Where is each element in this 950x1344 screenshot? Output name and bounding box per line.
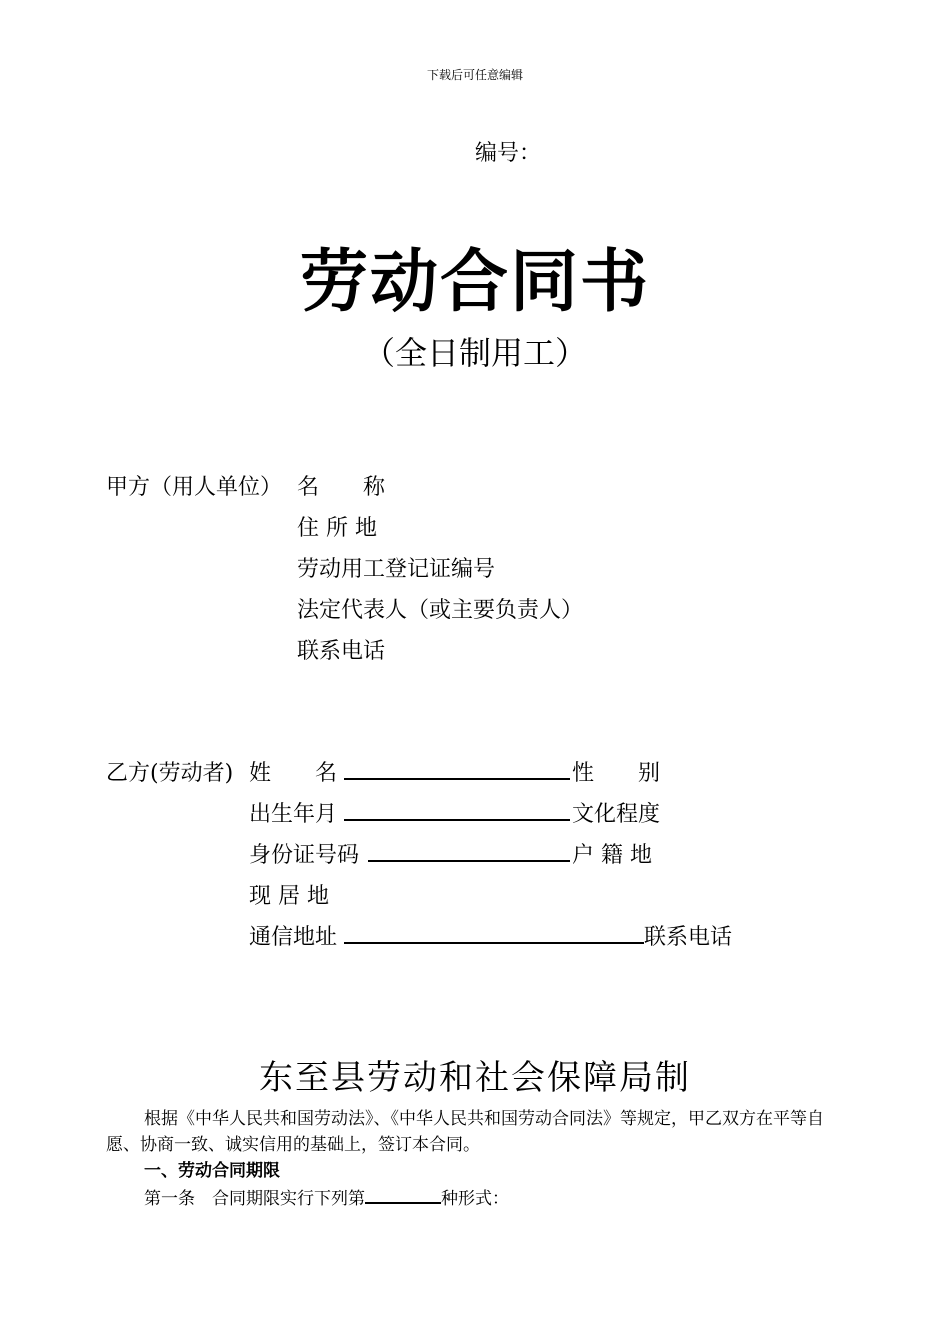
article-1-blank[interactable]: [365, 1184, 441, 1204]
contract-body: [106, 1106, 852, 1212]
section-heading: 一、劳动合同期限: [144, 1161, 280, 1181]
party-b-hukou-label: 户 籍 地: [572, 843, 652, 868]
party-b-name-label: 姓 名: [249, 761, 338, 786]
party-b-education-label: 文化程度: [572, 802, 661, 827]
contract-title: 劳动合同书: [299, 242, 650, 322]
issuer-name: 东至县劳动和社会保障局制: [259, 1058, 691, 1098]
party-b-name-field[interactable]: [344, 778, 570, 780]
party-b-birth-label: 出生年月: [249, 802, 338, 827]
contract-subtitle: （全日制用工）: [362, 334, 587, 372]
party-b-address-field[interactable]: [344, 942, 644, 944]
party-b-gender-label: 性 别: [572, 761, 661, 786]
article-1: [106, 1184, 852, 1212]
party-b-birth-field[interactable]: [344, 819, 570, 821]
party-a-phone-label: 联系电话: [297, 639, 386, 664]
article-1-prefix: 第一条 合同期限实行下列第: [144, 1189, 365, 1209]
document-number-label: 编号：: [475, 141, 542, 166]
party-a-representative-label: 法定代表人（或主要负责人）: [297, 598, 584, 623]
party-b-phone-label: 联系电话: [644, 925, 733, 950]
party-b-address-label: 通信地址: [249, 925, 338, 950]
party-b-id-field[interactable]: [368, 860, 570, 862]
party-a-registration-label: 劳动用工登记证编号: [297, 557, 496, 582]
party-a-name-label: 名 称: [297, 475, 386, 500]
party-b-residence-label: 现 居 地: [249, 884, 329, 909]
intro-paragraph: 根据《中华人民共和国劳动法》、《中华人民共和国劳动合同法》等规定，甲乙双方在平等自愿、协商一致、诚实信用的基础上，签订本合同。: [106, 1109, 824, 1155]
article-1-suffix: 种形式：: [441, 1189, 509, 1209]
party-a-label: 甲方（用人单位）: [106, 475, 283, 500]
party-b-label: 乙方(劳动者): [106, 761, 234, 786]
header-note: 下载后可任意编辑: [426, 68, 523, 82]
party-b-id-label: 身份证号码: [249, 843, 360, 868]
party-a-address-label: 住 所 地: [297, 516, 377, 541]
